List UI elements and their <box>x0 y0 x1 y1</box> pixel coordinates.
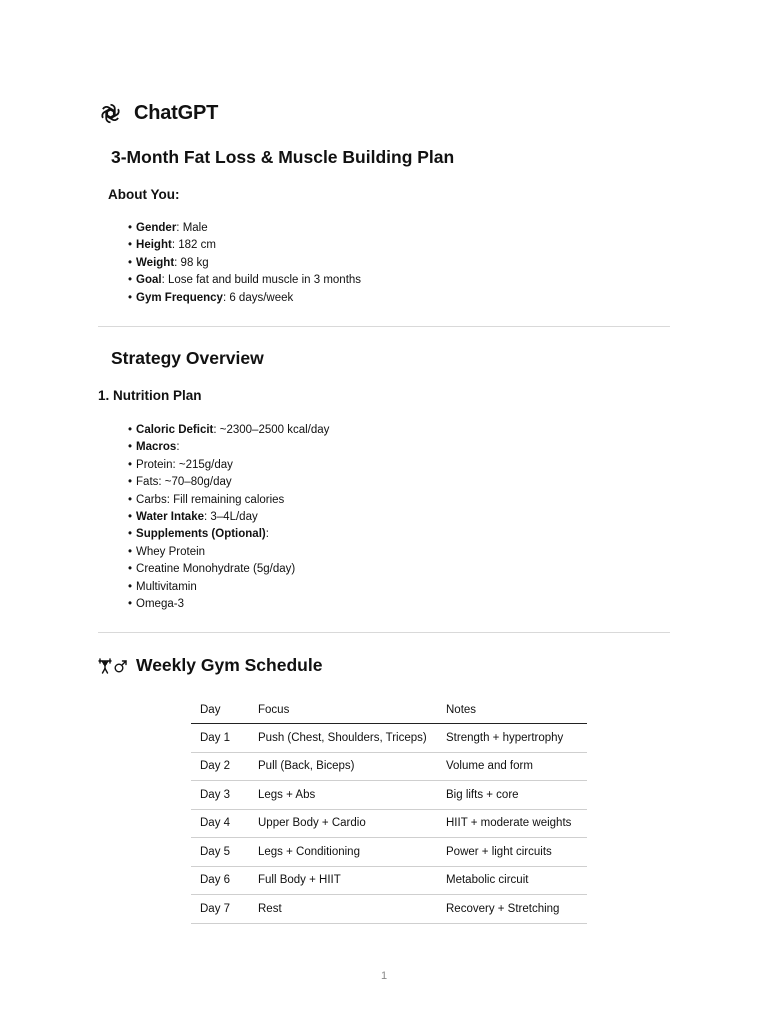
list-item-separator: : <box>174 256 181 269</box>
cell-focus: Pull (Back, Biceps) <box>249 752 437 781</box>
list-item-value: Lose fat and build muscle in 3 months <box>167 274 362 287</box>
cell-day: Day 7 <box>191 895 249 924</box>
brand-header <box>97 100 218 127</box>
list-item <box>128 509 329 526</box>
document-title: 3-Month Fat Loss & Muscle Building Plan <box>111 147 455 167</box>
cell-notes: HIIT + moderate weights <box>437 809 587 838</box>
list-item-label: Goal <box>136 274 162 287</box>
list-item-value: Multivitamin <box>136 580 197 593</box>
list-item <box>128 474 329 491</box>
weekly-schedule-table <box>191 697 587 924</box>
list-item-value: 6 days/week <box>229 291 294 304</box>
bullet-icon: • <box>128 545 133 558</box>
cell-day: Day 5 <box>191 838 249 867</box>
list-item-value: ~2300–2500 kcal/day <box>219 424 330 436</box>
bullet-icon: • <box>128 239 133 252</box>
list-item-value: Whey Protein <box>136 545 206 558</box>
list-item <box>128 439 329 456</box>
list-item-separator: : <box>213 424 220 436</box>
bullet-icon: • <box>128 424 133 436</box>
bullet-icon: • <box>128 441 133 454</box>
cell-day: Day 3 <box>191 781 249 810</box>
strategy-heading: Strategy Overview <box>111 348 264 368</box>
column-header-day: Day <box>191 697 249 724</box>
list-item <box>128 579 329 596</box>
cell-focus: Upper Body + Cardio <box>249 809 437 838</box>
list-item-label: Supplements (Optional) <box>136 528 266 541</box>
list-item-label: Gym Frequency <box>136 291 223 304</box>
bullet-icon: • <box>128 580 133 593</box>
about-heading: About You: <box>108 187 180 202</box>
section-divider <box>98 632 670 633</box>
list-item-label: Height <box>136 239 172 252</box>
list-item <box>128 492 329 509</box>
about-list <box>128 220 361 307</box>
table-row <box>191 752 587 781</box>
schedule-heading-row <box>98 655 322 676</box>
list-item <box>128 290 361 307</box>
bullet-icon: • <box>128 563 133 576</box>
bullet-icon: • <box>128 510 133 523</box>
list-item-separator: : <box>161 274 168 287</box>
cell-focus: Push (Chest, Shoulders, Triceps) <box>249 724 437 753</box>
list-item-label: Weight <box>136 256 175 269</box>
list-item-value: 3–4L/day <box>210 510 258 523</box>
list-item <box>128 237 361 254</box>
section-divider <box>98 326 670 327</box>
list-item-value: Protein: ~215g/day <box>136 458 233 471</box>
page-number: 1 <box>380 970 388 982</box>
list-item-separator: : <box>204 510 211 523</box>
cell-notes: Strength + hypertrophy <box>437 724 587 753</box>
list-item-value: Male <box>182 222 208 234</box>
list-item-separator: : <box>176 222 183 234</box>
list-item-label: Gender <box>136 222 177 234</box>
list-item <box>128 526 329 543</box>
list-item-separator: : <box>171 239 179 252</box>
bullet-icon: • <box>128 256 133 269</box>
column-header-notes: Notes <box>437 697 587 724</box>
list-item-separator: : <box>222 291 230 304</box>
table-row <box>191 838 587 867</box>
cell-notes: Volume and form <box>437 752 587 781</box>
list-item-value: 182 cm <box>178 239 216 252</box>
bullet-icon: • <box>128 222 133 234</box>
schedule-heading: Weekly Gym Schedule <box>136 655 323 675</box>
cell-notes: Power + light circuits <box>437 838 587 867</box>
cell-focus: Rest <box>249 895 437 924</box>
bullet-icon: • <box>128 493 133 506</box>
list-item <box>128 544 329 561</box>
list-item-separator: : <box>176 441 180 454</box>
list-item-label: Macros <box>136 441 177 454</box>
cell-focus: Legs + Abs <box>249 781 437 810</box>
bullet-icon: • <box>128 291 133 304</box>
table-row <box>191 895 587 924</box>
nutrition-heading: 1. Nutrition Plan <box>98 388 202 403</box>
bullet-icon: • <box>128 476 133 489</box>
list-item-value: Creatine Monohydrate (5g/day) <box>136 563 296 576</box>
list-item <box>128 596 329 613</box>
list-item-label: Caloric Deficit <box>136 424 214 436</box>
cell-focus: Full Body + HIIT <box>249 866 437 895</box>
bullet-icon: • <box>128 458 133 471</box>
list-item-separator: : <box>265 528 269 541</box>
bullet-icon: • <box>128 528 133 541</box>
table-header-row <box>191 697 587 724</box>
table-row <box>191 781 587 810</box>
list-item-value: Fats: ~70–80g/day <box>136 476 232 489</box>
list-item <box>128 561 329 578</box>
list-item-label: Water Intake <box>136 510 204 523</box>
bullet-icon: • <box>128 597 133 610</box>
cell-day: Day 1 <box>191 724 249 753</box>
nutrition-list <box>128 422 329 613</box>
cell-day: Day 2 <box>191 752 249 781</box>
list-item <box>128 457 329 474</box>
list-item <box>128 272 361 289</box>
table-row <box>191 866 587 895</box>
openai-logo-icon <box>97 100 124 127</box>
cell-notes: Metabolic circuit <box>437 866 587 895</box>
column-header-focus: Focus <box>249 697 437 724</box>
cell-focus: Legs + Conditioning <box>249 838 437 867</box>
table-row <box>191 809 587 838</box>
list-item-value: Carbs: Fill remaining calories <box>136 493 285 506</box>
list-item-value: 98 kg <box>180 256 209 269</box>
list-item-value: Omega-3 <box>136 597 184 610</box>
cell-day: Day 4 <box>191 809 249 838</box>
cell-notes: Recovery + Stretching <box>437 895 587 924</box>
table-row <box>191 724 587 753</box>
list-item <box>128 255 361 272</box>
bullet-icon: • <box>128 274 133 287</box>
cell-notes: Big lifts + core <box>437 781 587 810</box>
brand-name: ChatGPT <box>134 102 219 124</box>
cell-day: Day 6 <box>191 866 249 895</box>
weightlifter-emoji-icon <box>98 658 130 674</box>
list-item <box>128 422 329 439</box>
list-item <box>128 220 361 237</box>
